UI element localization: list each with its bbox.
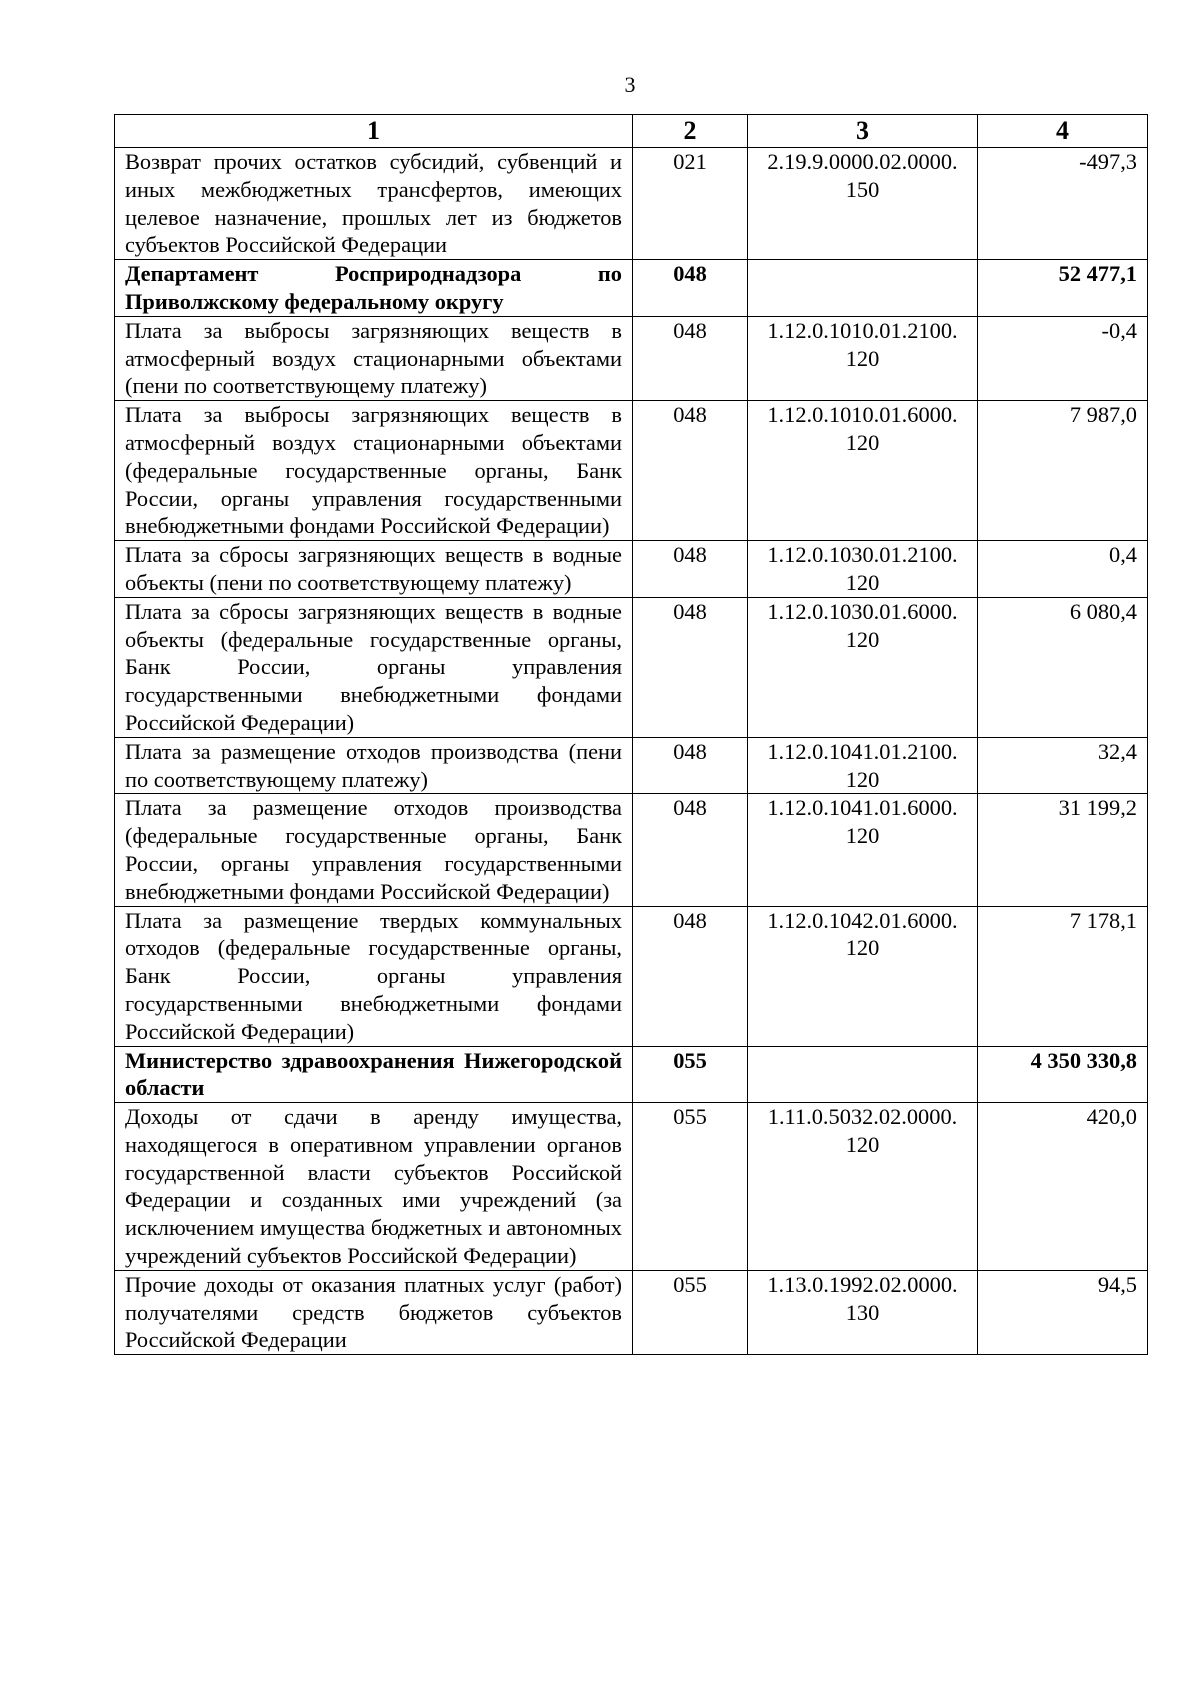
- column-header-2: 2: [633, 115, 748, 148]
- income-name-cell: Доходы от сдачи в аренду имущества, находящегося в оперативном управлении органов государственной власти субъектов Российской Федерации и созданных ими учреждений (за исключением имущества бюджетных и автономных учреждений субъектов Российской Федерации): [115, 1103, 633, 1271]
- income-name-cell: Прочие доходы от оказания платных услуг (работ) получателями средств бюджетов субъектов Российской Федерации: [115, 1270, 633, 1354]
- budget-code-line-2: 120: [845, 766, 880, 792]
- admin-code-cell: 055: [633, 1046, 748, 1103]
- table-row: [115, 316, 1148, 400]
- amount-cell: -0,4: [978, 316, 1148, 400]
- income-name-cell: Плата за размещение отходов производства (федеральные государственные органы, Банк России, органы управления государственными внебюджетными фондами Российской Федерации): [115, 794, 633, 906]
- admin-code-cell: 048: [633, 597, 748, 737]
- budget-code-line-1: 2.19.9.0000.02.0000.: [767, 149, 958, 174]
- amount-cell: 94,5: [978, 1270, 1148, 1354]
- budget-code-line-2: 150: [845, 176, 880, 202]
- budget-code-cell: [748, 316, 978, 400]
- admin-code-cell: 021: [633, 148, 748, 260]
- budget-code-line-1: 1.12.0.1041.01.2100.: [767, 738, 958, 764]
- amount-cell: 420,0: [978, 1103, 1148, 1271]
- income-name-cell: Плата за выбросы загрязняющих веществ в атмосферный воздух стационарными объектами (федеральные государственные органы, Банк России, органы управления государственными внебюджетными фондами Российской Федерации): [115, 401, 633, 541]
- table-row: [115, 906, 1148, 1046]
- income-name-cell: Министерство здравоохранения Нижегородской области: [115, 1046, 633, 1103]
- income-name-cell: Плата за размещение твердых коммунальных отходов (федеральные государственные органы, Банк России, органы управления государственными внебюджетными фондами Российской Федерации): [115, 906, 633, 1046]
- income-name-cell: Плата за сбросы загрязняющих веществ в водные объекты (федеральные государственные органы, Банк России, органы управления государственными внебюджетными фондами Российской Федерации): [115, 597, 633, 737]
- budget-code-cell: [748, 260, 978, 317]
- table-row-department: [115, 1046, 1148, 1103]
- budget-code-line-2: 120: [845, 345, 880, 371]
- header-row: [115, 115, 1148, 148]
- admin-code-cell: 048: [633, 260, 748, 317]
- amount-cell: 52 477,1: [978, 260, 1148, 317]
- admin-code-cell: 055: [633, 1270, 748, 1354]
- budget-code-line-2: 120: [845, 429, 880, 455]
- budget-code-line-1: 1.12.0.1030.01.2100.: [767, 542, 958, 568]
- budget-code-line-1: 1.12.0.1010.01.6000.: [767, 402, 958, 428]
- table-row: [115, 541, 1148, 598]
- budget-code-cell: [748, 1046, 978, 1103]
- amount-cell: 7 178,1: [978, 906, 1148, 1046]
- budget-code-line-2: 120: [845, 1131, 880, 1157]
- budget-code-line-1: 1.12.0.1042.01.6000.: [767, 907, 958, 933]
- table-row: [115, 1103, 1148, 1271]
- income-name-cell: Департамент Росприроднадзора по Приволжскому федеральному округу: [115, 260, 633, 317]
- budget-code-cell: [748, 148, 978, 260]
- budget-code-line-1: 1.11.0.5032.02.0000.: [767, 1104, 958, 1130]
- budget-code-line-2: 120: [845, 823, 880, 849]
- admin-code-cell: 048: [633, 316, 748, 400]
- budget-code-cell: [748, 737, 978, 794]
- budget-code-cell: [748, 1103, 978, 1271]
- amount-cell: -497,3: [978, 148, 1148, 260]
- table-row: [115, 794, 1148, 906]
- amount-cell: 7 987,0: [978, 401, 1148, 541]
- budget-code-line-1: 1.12.0.1041.01.6000.: [767, 795, 958, 821]
- budget-code-cell: [748, 541, 978, 598]
- income-name-cell: Возврат прочих остатков субсидий, субвенций и иных межбюджетных трансфертов, имеющих целевое назначение, прошлых лет из бюджетов субъектов Российской Федерации: [115, 148, 633, 260]
- budget-revenue-table: [114, 114, 1148, 1355]
- admin-code-cell: 048: [633, 906, 748, 1046]
- income-name-cell: Плата за сбросы загрязняющих веществ в водные объекты (пени по соответствующему платежу): [115, 541, 633, 598]
- budget-code-cell: [748, 794, 978, 906]
- budget-code-line-2: 120: [845, 569, 880, 595]
- column-header-3: 3: [748, 115, 978, 148]
- column-header-4: 4: [978, 115, 1148, 148]
- amount-cell: 4 350 330,8: [978, 1046, 1148, 1103]
- page-number: 3: [624, 72, 636, 97]
- income-name-cell: Плата за размещение отходов производства (пени по соответствующему платежу): [115, 737, 633, 794]
- column-header-1: 1: [115, 115, 633, 148]
- amount-cell: 0,4: [978, 541, 1148, 598]
- budget-code-cell: [748, 906, 978, 1046]
- budget-code-line-2: 120: [845, 626, 880, 652]
- table-row: [115, 597, 1148, 737]
- admin-code-cell: 048: [633, 401, 748, 541]
- table-row-department: [115, 260, 1148, 317]
- amount-cell: 31 199,2: [978, 794, 1148, 906]
- admin-code-cell: 048: [633, 737, 748, 794]
- budget-code-cell: [748, 401, 978, 541]
- amount-cell: 32,4: [978, 737, 1148, 794]
- admin-code-cell: 048: [633, 794, 748, 906]
- budget-code-line-1: 1.12.0.1010.01.2100.: [767, 317, 958, 343]
- budget-code-cell: [748, 1270, 978, 1354]
- table-row: [115, 737, 1148, 794]
- budget-code-line-2: 120: [845, 935, 880, 961]
- budget-code-line-1: 1.12.0.1030.01.6000.: [767, 598, 958, 624]
- budget-code-line-2: 130: [845, 1299, 880, 1325]
- admin-code-cell: 055: [633, 1103, 748, 1271]
- admin-code-cell: 048: [633, 541, 748, 598]
- budget-code-cell: [748, 597, 978, 737]
- budget-code-line-1: 1.13.0.1992.02.0000.: [767, 1271, 958, 1297]
- income-name-cell: Плата за выбросы загрязняющих веществ в атмосферный воздух стационарными объектами (пени по соответствующему платежу): [115, 316, 633, 400]
- table-row: [115, 1270, 1148, 1354]
- table-row: [115, 401, 1148, 541]
- amount-cell: 6 080,4: [978, 597, 1148, 737]
- table-row: [115, 148, 1148, 260]
